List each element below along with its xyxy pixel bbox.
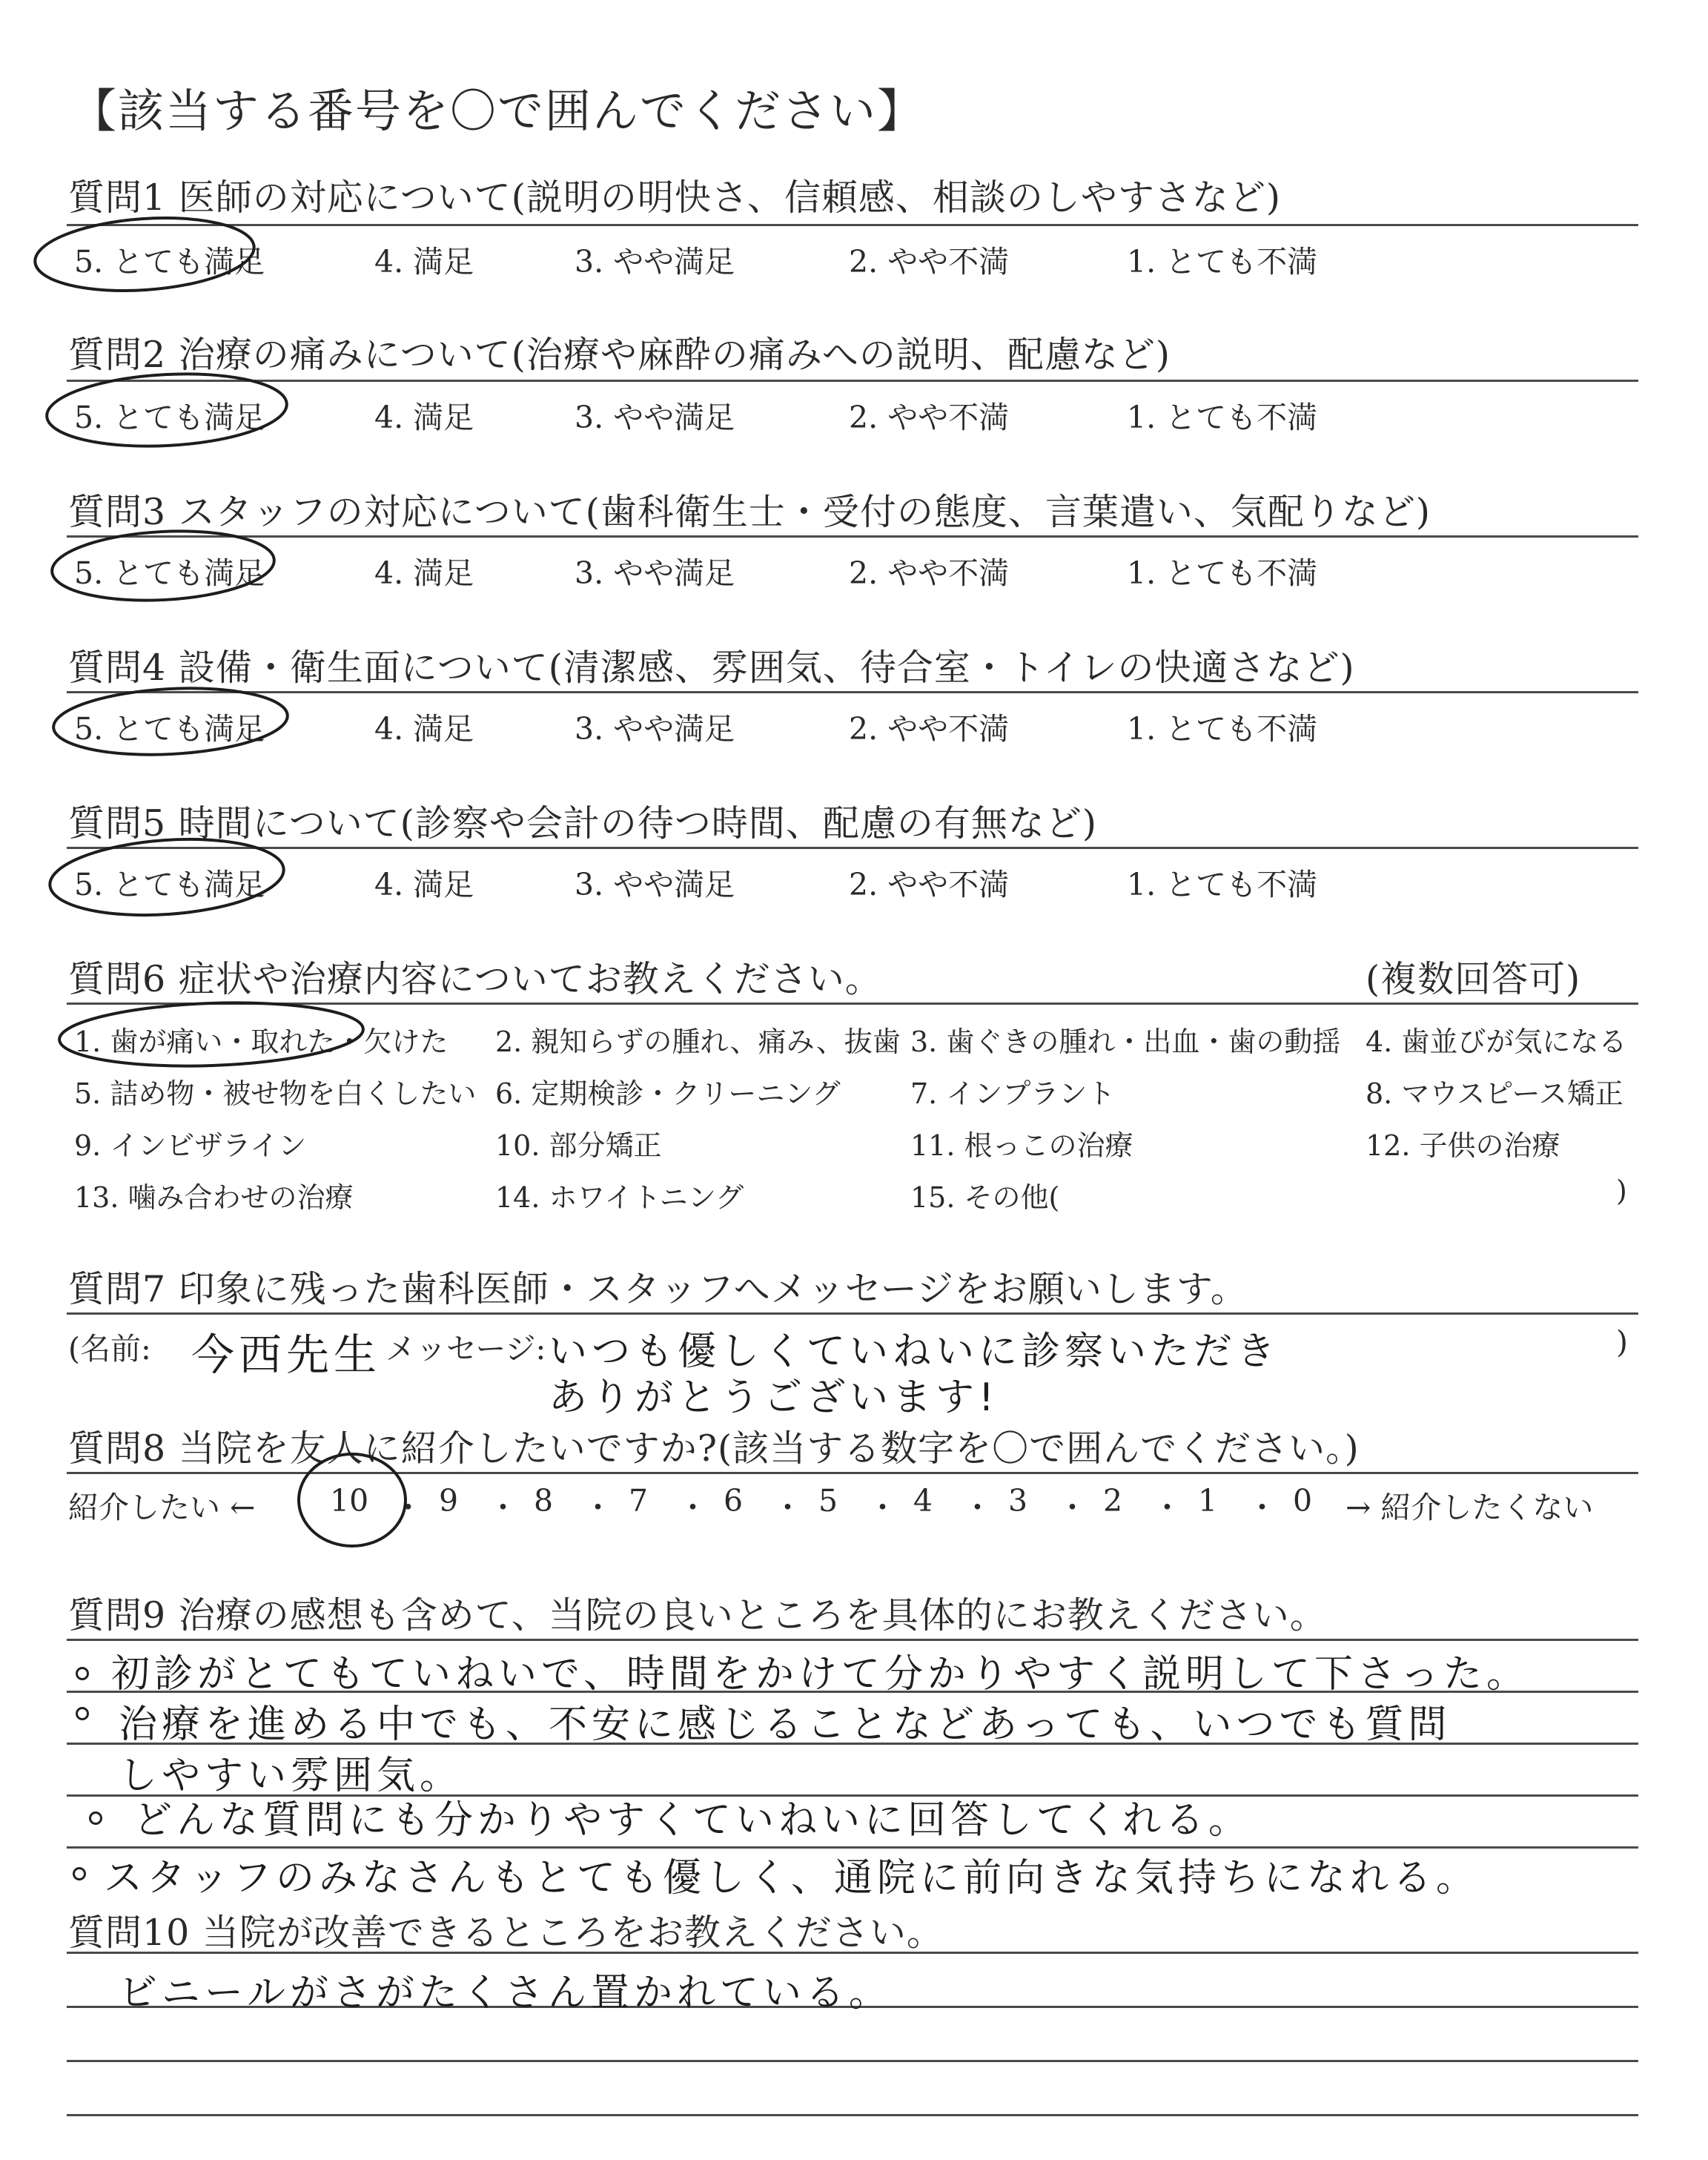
rating-option-2[interactable]: 2. やや不満	[849, 244, 1010, 280]
scale-separator: ・	[867, 1490, 898, 1525]
scale-2[interactable]: 2	[1103, 1483, 1123, 1519]
selection-circle-q6	[59, 998, 365, 1071]
symptom-option[interactable]: 8. マウスピース矯正	[1366, 1077, 1623, 1110]
rating-option-4[interactable]: 4. 満足	[374, 555, 474, 591]
rating-option-3[interactable]: 3. やや満足	[575, 867, 735, 902]
selection-circle-q3	[50, 526, 276, 606]
scale-0[interactable]: 0	[1293, 1483, 1313, 1519]
symptom-option[interactable]: 15. その他(	[910, 1181, 1060, 1214]
selection-circle-q8	[299, 1454, 406, 1546]
rating-option-5[interactable]: 5. とても満足	[74, 555, 265, 591]
question-8-title: 質問8 当院を友人に紹介したいですか?(該当する数字を〇で囲んでください。)	[68, 1427, 1360, 1470]
scale-10[interactable]: 10	[330, 1483, 369, 1519]
scale-separator: ・	[1152, 1490, 1182, 1525]
rating-option-1[interactable]: 1. とても不満	[1127, 400, 1318, 435]
scale-4[interactable]: 4	[913, 1483, 933, 1519]
scale-left-label: 紹介したい ←	[68, 1490, 256, 1525]
rating-option-1[interactable]: 1. とても不満	[1127, 867, 1318, 902]
symptom-option[interactable]: 4. 歯並びが気になる	[1366, 1025, 1627, 1058]
symptom-option[interactable]: 13. 噛み合わせの治療	[74, 1181, 354, 1214]
symptom-other-close: )	[1616, 1175, 1627, 1207]
symptom-option[interactable]: 9. インビザライン	[74, 1129, 307, 1162]
name-label: (名前:	[68, 1331, 151, 1367]
symptom-option[interactable]: 5. 詰め物・被せ物を白くしたい	[74, 1077, 477, 1110]
question-2-title: 質問2 治療の痛みについて(治療や麻酔の痛みへの説明、配慮など)	[68, 334, 1171, 376]
scale-1[interactable]: 1	[1198, 1483, 1218, 1519]
symptom-option[interactable]: 1. 歯が痛い・取れた・欠けた	[74, 1025, 448, 1058]
scale-8[interactable]: 8	[534, 1483, 554, 1519]
page-heading: 【該当する番号を〇で囲んでください】	[70, 84, 925, 138]
rating-option-3[interactable]: 3. やや満足	[575, 244, 735, 280]
name-handwritten[interactable]: 今西先生	[191, 1330, 382, 1380]
rating-option-5[interactable]: 5. とても満足	[74, 244, 265, 280]
rating-option-3[interactable]: 3. やや満足	[575, 400, 735, 435]
question-6-title: 質問6 症状や治療内容についてお教えください。	[68, 958, 882, 1000]
scale-separator: ・	[962, 1490, 993, 1525]
selection-circle-q5	[47, 832, 286, 922]
symptom-option[interactable]: 7. インプラント	[910, 1077, 1116, 1110]
symptom-option[interactable]: 14. ホワイトニング	[495, 1181, 744, 1214]
selection-circle-q4	[52, 683, 289, 760]
rating-option-4[interactable]: 4. 満足	[374, 400, 474, 435]
scale-separator: ・	[678, 1490, 708, 1525]
rating-option-2[interactable]: 2. やや不満	[849, 867, 1010, 902]
rating-option-4[interactable]: 4. 満足	[374, 867, 474, 902]
scale-9[interactable]: 9	[439, 1483, 459, 1519]
question-9-title: 質問9 治療の感想も含めて、当院の良いところを具体的にお教えください。	[68, 1594, 1327, 1636]
rating-option-2[interactable]: 2. やや不満	[849, 711, 1010, 747]
symptom-option[interactable]: 2. 親知らずの腫れ、痛み、抜歯	[495, 1025, 901, 1058]
scale-separator: ・	[1247, 1490, 1277, 1525]
rating-option-5[interactable]: 5. とても満足	[74, 867, 265, 902]
rating-option-1[interactable]: 1. とても不満	[1127, 555, 1318, 591]
question-3-title: 質問3 スタッフの対応について(歯科衛生士・受付の態度、言葉遣い、気配りなど)	[68, 491, 1431, 533]
question-5-title: 質問5 時間について(診察や会計の待つ時間、配慮の有無など)	[68, 802, 1098, 845]
symptom-option[interactable]: 12. 子供の治療	[1366, 1129, 1560, 1162]
question-1-title: 質問1 医師の対応について(説明の明快さ、信頼感、相談のしやすさなど)	[68, 176, 1282, 219]
scale-separator: ・	[393, 1490, 423, 1525]
q10-answer[interactable]: ビニールがさがたくさん置かれている。	[119, 1971, 892, 2015]
scale-separator: ・	[583, 1490, 613, 1525]
selection-circle-q1	[33, 211, 256, 297]
rating-option-1[interactable]: 1. とても不満	[1127, 711, 1318, 747]
question-4-title: 質問4 設備・衛生面について(清潔感、雰囲気、待合室・トイレの快適さなど)	[68, 647, 1355, 689]
q9-answer-line-1[interactable]: 初診がとてもていねいで、時間をかけて分かりやすく説明して下さった。	[111, 1652, 1529, 1697]
message-close-paren: )	[1616, 1324, 1628, 1360]
q9-answer-line-4[interactable]: どんな質問にも分かりやすくていねいに回答してくれる。	[133, 1798, 1252, 1843]
symptom-option[interactable]: 3. 歯ぐきの腫れ・出血・歯の動揺	[910, 1025, 1341, 1058]
rating-option-1[interactable]: 1. とても不満	[1127, 244, 1318, 280]
question-6-note: (複数回答可)	[1366, 958, 1581, 1000]
rating-option-2[interactable]: 2. やや不満	[849, 555, 1010, 591]
symptom-option[interactable]: 10. 部分矯正	[495, 1129, 662, 1162]
q9-answer-line-2[interactable]: 治療を進める中でも、不安に感じることなどあっても、いつでも質問	[119, 1702, 1452, 1747]
q9-answer-line-3[interactable]: しやすい雰囲気。	[119, 1754, 463, 1798]
rating-option-4[interactable]: 4. 満足	[374, 244, 474, 280]
question-10-title: 質問10 当院が改善できるところをお教えください。	[68, 1912, 944, 1954]
rating-option-4[interactable]: 4. 満足	[374, 711, 474, 747]
scale-separator: ・	[488, 1490, 518, 1525]
q9-answer-line-5[interactable]: スタッフのみなさんもとても優しく、通院に前向きな気持ちになれる。	[104, 1856, 1479, 1900]
scale-6[interactable]: 6	[724, 1483, 744, 1519]
rating-option-5[interactable]: 5. とても満足	[74, 711, 265, 747]
rating-option-5[interactable]: 5. とても満足	[74, 400, 265, 435]
message-label: メッセージ:	[385, 1331, 546, 1367]
selection-circle-q2	[45, 369, 289, 452]
question-7-title: 質問7 印象に残った歯科医師・スタッフへメッセージをお願いします。	[68, 1268, 1248, 1310]
symptom-option[interactable]: 6. 定期検診・クリーニング	[495, 1077, 841, 1110]
message-line-2[interactable]: ありがとうございます!	[549, 1375, 999, 1420]
scale-3[interactable]: 3	[1008, 1483, 1028, 1519]
scale-7[interactable]: 7	[629, 1483, 649, 1519]
scale-separator: ・	[1057, 1490, 1088, 1525]
rating-option-2[interactable]: 2. やや不満	[849, 400, 1010, 435]
scale-right-label: → 紹介したくない	[1345, 1490, 1594, 1525]
message-line-1[interactable]: いつも優しくていねいに診察いただき	[549, 1330, 1280, 1374]
scale-5[interactable]: 5	[818, 1483, 838, 1519]
rating-option-3[interactable]: 3. やや満足	[575, 711, 735, 747]
rating-option-3[interactable]: 3. やや満足	[575, 555, 735, 591]
scale-separator: ・	[772, 1490, 803, 1525]
symptom-option[interactable]: 11. 根っこの治療	[910, 1129, 1133, 1162]
